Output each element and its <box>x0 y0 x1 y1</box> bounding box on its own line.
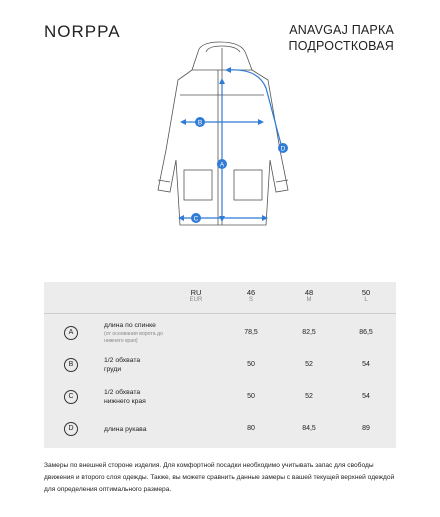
row-label: длина по спинке (от основания ворота до нижнего края) <box>104 322 163 344</box>
row-badge-b: B <box>64 358 78 372</box>
brand-logo: NORPPA <box>44 22 121 41</box>
marker-c <box>191 213 201 223</box>
row-value: 89 <box>362 425 370 432</box>
size-table-header <box>44 282 396 310</box>
marker-d <box>278 143 288 153</box>
row-value: 52 <box>305 393 313 400</box>
row-value: 52 <box>305 361 313 368</box>
row-value: 50 <box>247 361 255 368</box>
row-value: 84,5 <box>302 425 316 432</box>
row-value: 86,5 <box>359 329 373 336</box>
table-divider <box>44 313 396 314</box>
measure-arrowheads <box>178 67 285 222</box>
row-badge-d: D <box>64 422 78 436</box>
parka-outline <box>158 42 288 225</box>
row-label: 1/2 обхвата груди <box>104 357 141 373</box>
row-label: длина рукава <box>104 426 147 433</box>
row-value: 80 <box>247 425 255 432</box>
measure-lines <box>182 70 282 218</box>
col-size-50: 50 L <box>361 288 371 303</box>
table-row <box>44 382 396 414</box>
col-size-46: 46 S <box>246 288 256 303</box>
table-row <box>44 318 396 350</box>
marker-a-label: A <box>219 161 225 169</box>
row-value: 78,5 <box>244 329 258 336</box>
marker-d-label: D <box>280 145 286 153</box>
col-size-48: 48 M <box>304 288 314 303</box>
table-row <box>44 414 396 446</box>
row-label: 1/2 обхвата нижнего края <box>104 389 146 405</box>
parka-diagram <box>148 40 298 240</box>
product-title-line2: ПОДРОСТКОВАЯ <box>288 39 394 53</box>
row-value: 54 <box>362 361 370 368</box>
row-value: 54 <box>362 393 370 400</box>
col-ru: RU EUR <box>189 288 203 303</box>
marker-a <box>217 159 227 169</box>
row-badge-c: C <box>64 390 78 404</box>
footer-note: Замеры по внешней стороне изделия. Для комфортной посадки необходимо учитывать запас для свободы движения и второго слоя одежды. Также, вы можете сравнить данные замеры с вашей текущей верхней одеждой для определения оптимального размера. <box>44 462 395 493</box>
row-badge-a: A <box>64 326 78 340</box>
product-title-line1: ANAVGAJ ПАРКА <box>289 23 394 37</box>
product-title <box>289 22 394 54</box>
size-table <box>44 282 396 448</box>
table-row <box>44 350 396 382</box>
marker-c-label: C <box>193 215 199 223</box>
marker-b-label: B <box>197 119 203 127</box>
row-value: 82,5 <box>302 329 316 336</box>
row-value: 50 <box>247 393 255 400</box>
marker-b <box>195 117 205 127</box>
